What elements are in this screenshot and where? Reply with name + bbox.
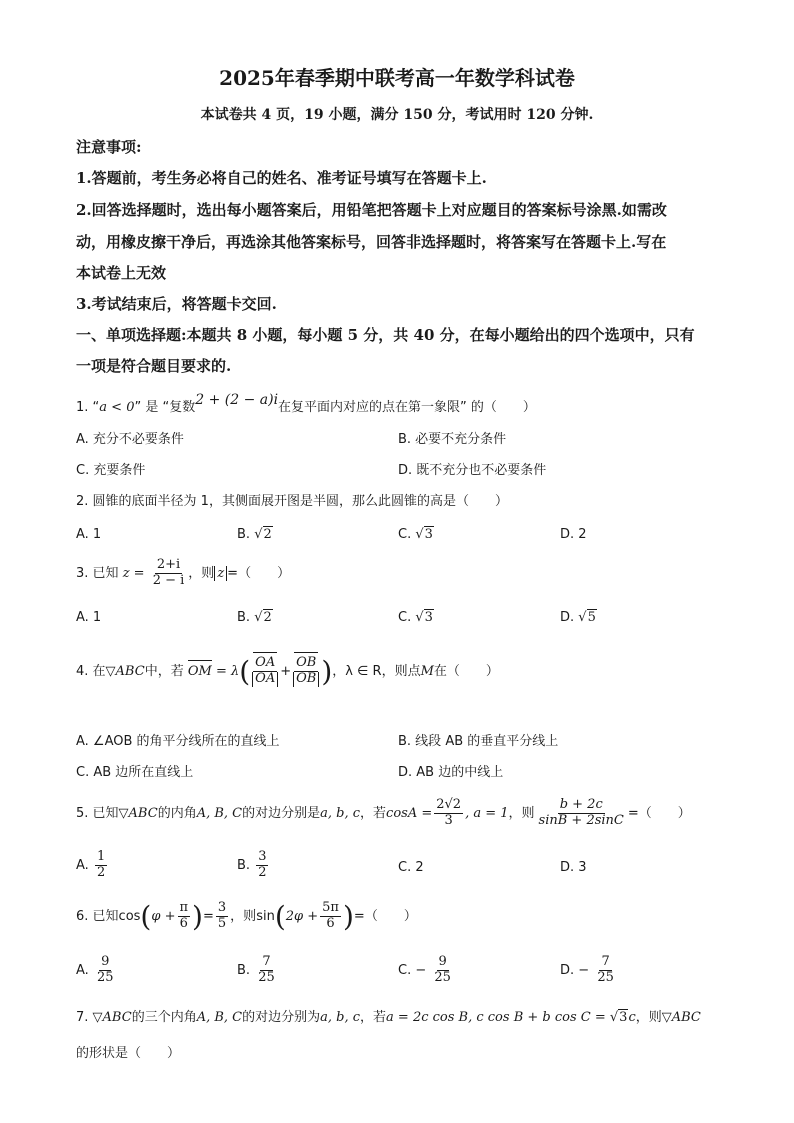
q5-option-a: [76, 850, 109, 881]
q2-c-sqrt: √3: [415, 527, 433, 542]
note-2-line-3: 本试卷上无效: [76, 264, 167, 282]
q7-sides: a, b, c: [320, 1010, 361, 1025]
q6-c-frac: [432, 955, 453, 986]
q1-option-a: A. 充分不必要条件: [76, 432, 184, 447]
question-5-stem: [76, 798, 691, 829]
q5-a-num: 1: [96, 849, 106, 864]
q6-frac-pi6: [178, 901, 191, 932]
q4-triangle: ABC: [115, 664, 145, 679]
q5-text-post: =（ ）: [627, 805, 691, 821]
q6-option-d: [560, 955, 618, 986]
q1-text-pre: 1. “: [76, 400, 100, 415]
q6-a-label: A.: [76, 962, 89, 978]
q3-option-d: [560, 610, 597, 625]
q2-option-a: A. 1: [76, 527, 102, 542]
q1-text-post: 在复平面内对应的点在第一象限” 的（ ）: [278, 400, 536, 415]
q3-abs-z: z: [214, 566, 227, 581]
q4-fraction-ob: [293, 656, 319, 687]
q6-cos: cos: [118, 909, 141, 924]
q6-c-den: 25: [434, 969, 451, 985]
q5-text-mid1: 的内角: [157, 805, 197, 821]
q5-b-num: 3: [258, 849, 267, 864]
q3-z: z =: [122, 565, 145, 581]
q6-option-b: [237, 955, 279, 986]
q3-numerator: 2+i: [156, 557, 181, 572]
q4-ob-den: OB: [293, 672, 319, 687]
q6-b-num: 7: [262, 954, 271, 969]
q6-phi: φ +: [151, 909, 176, 924]
q6-b-label: B.: [237, 962, 251, 978]
q2-b-sqrt: √2: [254, 527, 272, 542]
q4-point-m: M: [420, 664, 434, 679]
q5-ratio-den: sinB + 2sinC: [538, 812, 624, 828]
section-1-heading-line-2: 一项是符合题目要求的.: [76, 357, 232, 375]
q4-right-paren: ): [321, 655, 333, 688]
q6-value-den: 5: [217, 916, 227, 931]
q4-option-c: C. AB 边所在直线上: [76, 765, 194, 780]
q5-b-label: B.: [237, 857, 251, 873]
notes-heading: 注意事项:: [76, 138, 142, 156]
q6-d-den: 25: [597, 969, 614, 985]
q5-ratio-num: b + 2c: [559, 797, 603, 812]
q7-angles: A, B, C: [196, 1010, 243, 1025]
q5-text-mid4: ，则: [508, 805, 535, 821]
q7-text-mid4: ，则▽: [635, 1010, 672, 1025]
q6-pi-num: π: [179, 900, 189, 916]
q5-a-equals: , a = 1: [465, 805, 509, 821]
q6-frac-5pi6: [320, 901, 341, 932]
q6-5pi-num: 5π: [322, 900, 339, 916]
q3-c-sqrt: √3: [415, 610, 433, 625]
q7-text-mid1: 的三个内角: [131, 1010, 197, 1025]
question-4-stem: 4. 在▽ABC中，若 OM = λ( $\frac{OA}{OA}$ + $\frac{OB}{OB}$ )，λ ∈ R，则点M在（ ）: [76, 655, 499, 688]
q2-b-radicand: 2: [263, 527, 272, 542]
q6-a-frac: [95, 955, 116, 986]
q1-condition: a < 0: [99, 400, 135, 415]
q6-right-paren-2: ): [342, 900, 354, 933]
q4-oa-num: OA: [255, 655, 276, 671]
q6-text-post: =（ ）: [353, 909, 417, 924]
q6-equals: =: [202, 909, 214, 924]
q6-d-num: 7: [601, 954, 610, 969]
q5-sides: a, b, c: [320, 805, 361, 821]
q5-cosA: cosA =: [386, 805, 433, 821]
q3-text-pre: 3. 已知: [76, 565, 119, 581]
q7-triangle: ABC: [102, 1010, 132, 1025]
q3-denominator: 2 − i: [152, 572, 185, 588]
question-1-stem: [76, 392, 536, 415]
q6-left-paren-2: (: [274, 900, 286, 933]
q4-vector-om: OM: [187, 664, 212, 679]
q6-a-num: 9: [101, 954, 110, 969]
q4-fraction-oa: [252, 656, 278, 687]
q2-option-c: [398, 527, 434, 542]
q3-d-sqrt: √5: [578, 610, 596, 625]
q4-text-post: 在（ ）: [433, 664, 499, 679]
q3-option-a: A. 1: [76, 610, 102, 625]
q6-a-den: 25: [96, 969, 114, 985]
q5-fraction-cos: [434, 798, 463, 829]
q4-ob-num: OB: [296, 655, 317, 671]
q7-sqrt: √3: [609, 1010, 628, 1025]
question-2-stem: 2. 圆锥的底面半径为 1，其侧面展开图是半圆，那么此圆锥的高是（ ）: [76, 494, 508, 509]
page-title: 2025年春季期中联考高一年数学科试卷: [219, 66, 575, 90]
q3-b-radicand: 2: [263, 610, 272, 625]
question-7-stem-line-1: [76, 1006, 701, 1025]
question-6-stem: [76, 900, 417, 933]
q3-c-radicand: 3: [424, 610, 433, 625]
q5-option-b: [237, 850, 270, 881]
q1-option-b: B. 必要不充分条件: [398, 432, 507, 447]
q3-option-b: [237, 610, 273, 625]
q4-option-d: D. AB 边的中线上: [398, 765, 504, 780]
question-3-stem: [76, 558, 290, 589]
q5-option-d: D. 3: [560, 860, 587, 875]
q5-fraction-ratio: [537, 798, 626, 829]
q5-a-frac: [95, 850, 107, 881]
q4-equals-lambda: = λ: [215, 664, 240, 679]
note-1: 1.答题前，考生务必将自己的姓名、准考证号填写在答题卡上.: [76, 169, 487, 187]
q2-c-label: C.: [398, 527, 412, 542]
q5-cos-den: 3: [444, 812, 453, 828]
q3-d-radicand: 5: [587, 610, 596, 625]
q4-text-pre: 4. 在▽: [76, 664, 116, 679]
q5-cos-num: 2√2: [436, 797, 462, 812]
exam-info: 本试卷共 4 页，19 小题，满分 150 分，考试用时 120 分钟.: [200, 107, 594, 123]
q3-d-label: D.: [560, 610, 575, 625]
q6-option-a: [76, 955, 117, 986]
q3-b-sqrt: √2: [254, 610, 272, 625]
q2-c-radicand: 3: [424, 527, 433, 542]
q6-text-pre: 6. 已知: [76, 909, 119, 924]
q7-triangle-2: ABC: [671, 1010, 701, 1025]
q6-pi-den: 6: [179, 916, 188, 931]
q5-b-den: 2: [258, 864, 267, 880]
q6-sin: sin: [256, 909, 275, 924]
q5-triangle: ABC: [128, 805, 158, 821]
q3-text-post: =（ ）: [227, 565, 291, 581]
question-7-stem-line-2: 的形状是（ ）: [76, 1046, 181, 1061]
q7-equation: a = 2c cos B, c cos B + b cos C =: [386, 1010, 610, 1025]
q6-b-frac: [256, 955, 277, 986]
section-1-heading-line-1: 一、单项选择题:本题共 8 小题，每小题 5 分，共 40 分，在每小题给出的四个选项中，只有: [76, 326, 695, 344]
q7-radicand: 3: [619, 1010, 628, 1025]
q6-option-c: [398, 955, 455, 986]
note-3: 3.考试结束后，将答题卡交回.: [76, 295, 277, 313]
q5-text-mid3: ，若: [360, 805, 387, 821]
q2-option-d: D. 2: [560, 527, 587, 542]
q3-fraction: [151, 558, 187, 589]
q5-a-den: 2: [96, 864, 106, 880]
q6-d-frac: [595, 955, 616, 986]
q4-option-b: B. 线段 AB 的垂直平分线上: [398, 734, 559, 749]
q6-value-num: 3: [217, 900, 227, 916]
q5-text-pre: 5. 已知▽: [76, 805, 129, 821]
q5-angles: A, B, C: [196, 805, 243, 821]
q4-option-a: A. ∠AOB 的角平分线所在的直线上: [76, 734, 280, 749]
q4-oa-den: OA: [252, 672, 278, 687]
q1-complex-expr: 2 + (2 − a)i: [195, 392, 279, 408]
q4-left-paren: (: [239, 655, 251, 688]
q5-text-mid2: 的对边分别是: [242, 805, 321, 821]
q3-b-label: B.: [237, 610, 251, 625]
q7-c: c: [628, 1010, 636, 1025]
q6-frac-value: [216, 901, 228, 932]
q6-left-paren-1: (: [140, 900, 152, 933]
q5-a-label: A.: [76, 857, 89, 873]
q6-c-num: 9: [438, 954, 447, 969]
q7-text-mid2: 的对边分别为: [242, 1010, 321, 1025]
q7-text-pre: 7. ▽: [76, 1010, 103, 1025]
q2-b-label: B.: [237, 527, 251, 542]
q1-option-c: C. 充要条件: [76, 463, 146, 478]
note-2-line-2: 动，用橡皮擦干净后，再选涂其他答案标号，回答非选择题时，将答案写在答题卡上.写在: [76, 233, 667, 251]
q6-text-mid: ，则: [230, 909, 257, 924]
q3-text-mid: ，则: [188, 565, 215, 581]
q6-2phi: 2φ +: [285, 909, 319, 924]
q1-text-mid: ” 是 “复数: [134, 400, 196, 415]
q6-5pi-den: 6: [326, 916, 335, 931]
q6-b-den: 25: [258, 969, 275, 985]
q6-c-label: C. −: [398, 962, 427, 978]
q4-text-mid: 中，若: [144, 664, 184, 679]
q5-b-frac: [256, 850, 268, 881]
q4-lambda-domain: ，λ ∈ R，则点: [332, 664, 421, 679]
q7-text-mid3: ，若: [360, 1010, 387, 1025]
q3-c-label: C.: [398, 610, 412, 625]
q1-option-d: D. 既不充分也不必要条件: [398, 463, 547, 478]
q3-option-c: [398, 610, 434, 625]
q5-option-c: C. 2: [398, 860, 424, 875]
q6-d-label: D. −: [560, 962, 590, 978]
note-2-line-1: 2.回答选择题时，选出每小题答案后，用铅笔把答题卡上对应题目的答案标号涂黑.如需改: [76, 201, 667, 219]
q2-option-b: [237, 527, 273, 542]
q6-right-paren-1: ): [192, 900, 203, 933]
